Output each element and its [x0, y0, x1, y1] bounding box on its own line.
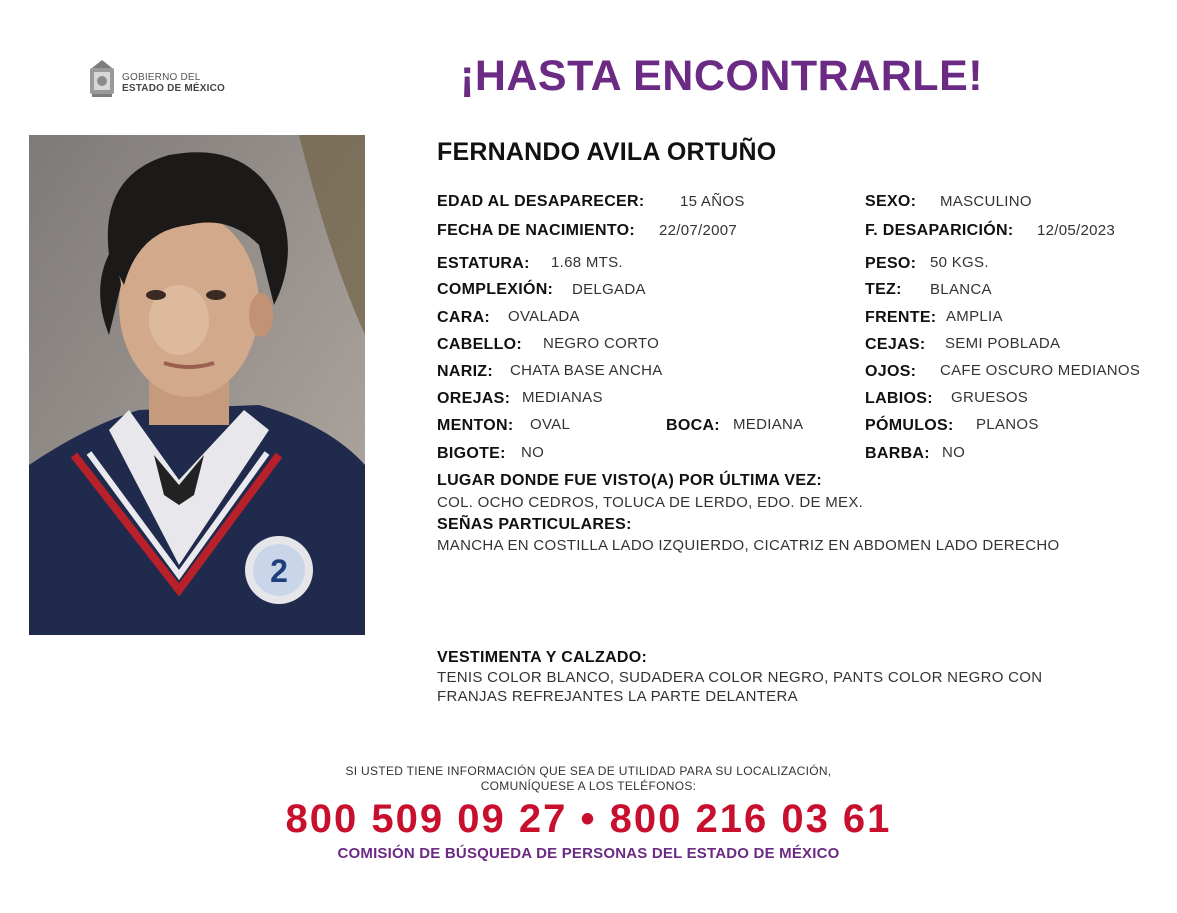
desaparicion-value: 12/05/2023: [1037, 222, 1116, 239]
contact-note: [0, 764, 1177, 794]
edad-value: 15 AÑOS: [680, 193, 745, 210]
estatura-label: ESTATURA:: [437, 255, 530, 272]
phone-separator: •: [580, 797, 597, 841]
frente-label: FRENTE:: [865, 309, 937, 326]
tez-value: BLANCA: [930, 281, 992, 298]
peso-label: PESO:: [865, 255, 917, 272]
nariz-value: CHATA BASE ANCHA: [510, 362, 663, 379]
cara-value: OVALADA: [508, 308, 580, 325]
contact-note-line-2: COMUNÍQUESE A LOS TELÉFONOS:: [480, 779, 697, 793]
person-name: FERNANDO AVILA ORTUÑO: [437, 138, 777, 166]
cejas-value: SEMI POBLADA: [945, 335, 1061, 352]
headline: ¡HASTA ENCONTRARLE!: [460, 52, 984, 100]
labios-label: LABIOS:: [865, 390, 933, 407]
last-seen-label: LUGAR DONDE FUE VISTO(A) POR ÚLTIMA VEZ:: [437, 472, 823, 489]
barba-label: BARBA:: [865, 445, 930, 462]
svg-text:2: 2: [270, 553, 288, 589]
desaparicion-label: F. DESAPARICIÓN:: [865, 222, 1014, 239]
last-seen-value: COL. OCHO CEDROS, TOLUCA DE LERDO, EDO. DE MEX.: [437, 494, 864, 511]
commission-name: COMISIÓN DE BÚSQUEDA DE PERSONAS DEL ESTADO DE MÉXICO: [337, 845, 840, 862]
missing-person-photo: [29, 135, 365, 635]
nacimiento-value: 22/07/2007: [659, 222, 738, 239]
estatura-value: 1.68 MTS.: [551, 254, 623, 271]
menton-label: MENTON:: [437, 417, 514, 434]
complexion-label: COMPLEXIÓN:: [437, 281, 554, 298]
cabello-label: CABELLO:: [437, 336, 523, 353]
cabello-value: NEGRO CORTO: [543, 335, 660, 352]
ojos-label: OJOS:: [865, 363, 917, 380]
peso-value: 50 KGS.: [930, 254, 989, 271]
pomulos-label: PÓMULOS:: [865, 417, 954, 434]
edad-label: EDAD AL DESAPARECER:: [437, 193, 645, 210]
gov-line-1: GOBIERNO DEL: [122, 72, 201, 83]
particular-signs-label: SEÑAS PARTICULARES:: [437, 516, 632, 533]
clothing-line-1: TENIS COLOR BLANCO, SUDADERA COLOR NEGRO, PANTS COLOR NEGRO CON: [437, 669, 1043, 686]
contact-note-line-1: SI USTED TIENE INFORMACIÓN QUE SEA DE UTILIDAD PARA SU LOCALIZACIÓN,: [345, 764, 832, 778]
nacimiento-label: FECHA DE NACIMIENTO:: [437, 222, 635, 239]
boca-value: MEDIANA: [733, 416, 804, 433]
sexo-label: SEXO:: [865, 193, 917, 210]
phone-number-1[interactable]: 800 509 09 27: [285, 797, 568, 841]
pomulos-value: PLANOS: [976, 416, 1039, 433]
clothing-line-2: FRANJAS REFREJANTES LA PARTE DELANTERA: [437, 688, 798, 705]
boca-label: BOCA:: [666, 417, 720, 434]
government-name: [122, 72, 225, 94]
portrait-illustration: [29, 135, 365, 635]
phone-numbers: [0, 797, 1177, 842]
bigote-label: BIGOTE:: [437, 445, 506, 462]
clothing-label: VESTIMENTA Y CALZADO:: [437, 649, 648, 666]
phone-number-2[interactable]: 800 216 03 61: [609, 797, 892, 841]
menton-value: OVAL: [530, 416, 571, 433]
tez-label: TEZ:: [865, 281, 902, 298]
bigote-value: NO: [521, 444, 545, 461]
gov-line-2: ESTADO DE MÉXICO: [122, 83, 226, 94]
cejas-label: CEJAS:: [865, 336, 926, 353]
orejas-value: MEDIANAS: [522, 389, 603, 406]
particular-signs-value: MANCHA EN COSTILLA LADO IZQUIERDO, CICATRIZ EN ABDOMEN LADO DERECHO: [437, 537, 1060, 554]
ojos-value: CAFE OSCURO MEDIANOS: [940, 362, 1141, 379]
sexo-value: MASCULINO: [940, 193, 1032, 210]
orejas-label: OREJAS:: [437, 390, 511, 407]
labios-value: GRUESOS: [951, 389, 1029, 406]
frente-value: AMPLIA: [946, 308, 1003, 325]
barba-value: NO: [942, 444, 966, 461]
state-crest-icon: [86, 58, 118, 98]
government-logo: [86, 58, 256, 102]
complexion-value: DELGADA: [572, 281, 646, 298]
nariz-label: NARIZ:: [437, 363, 494, 380]
cara-label: CARA:: [437, 309, 491, 326]
